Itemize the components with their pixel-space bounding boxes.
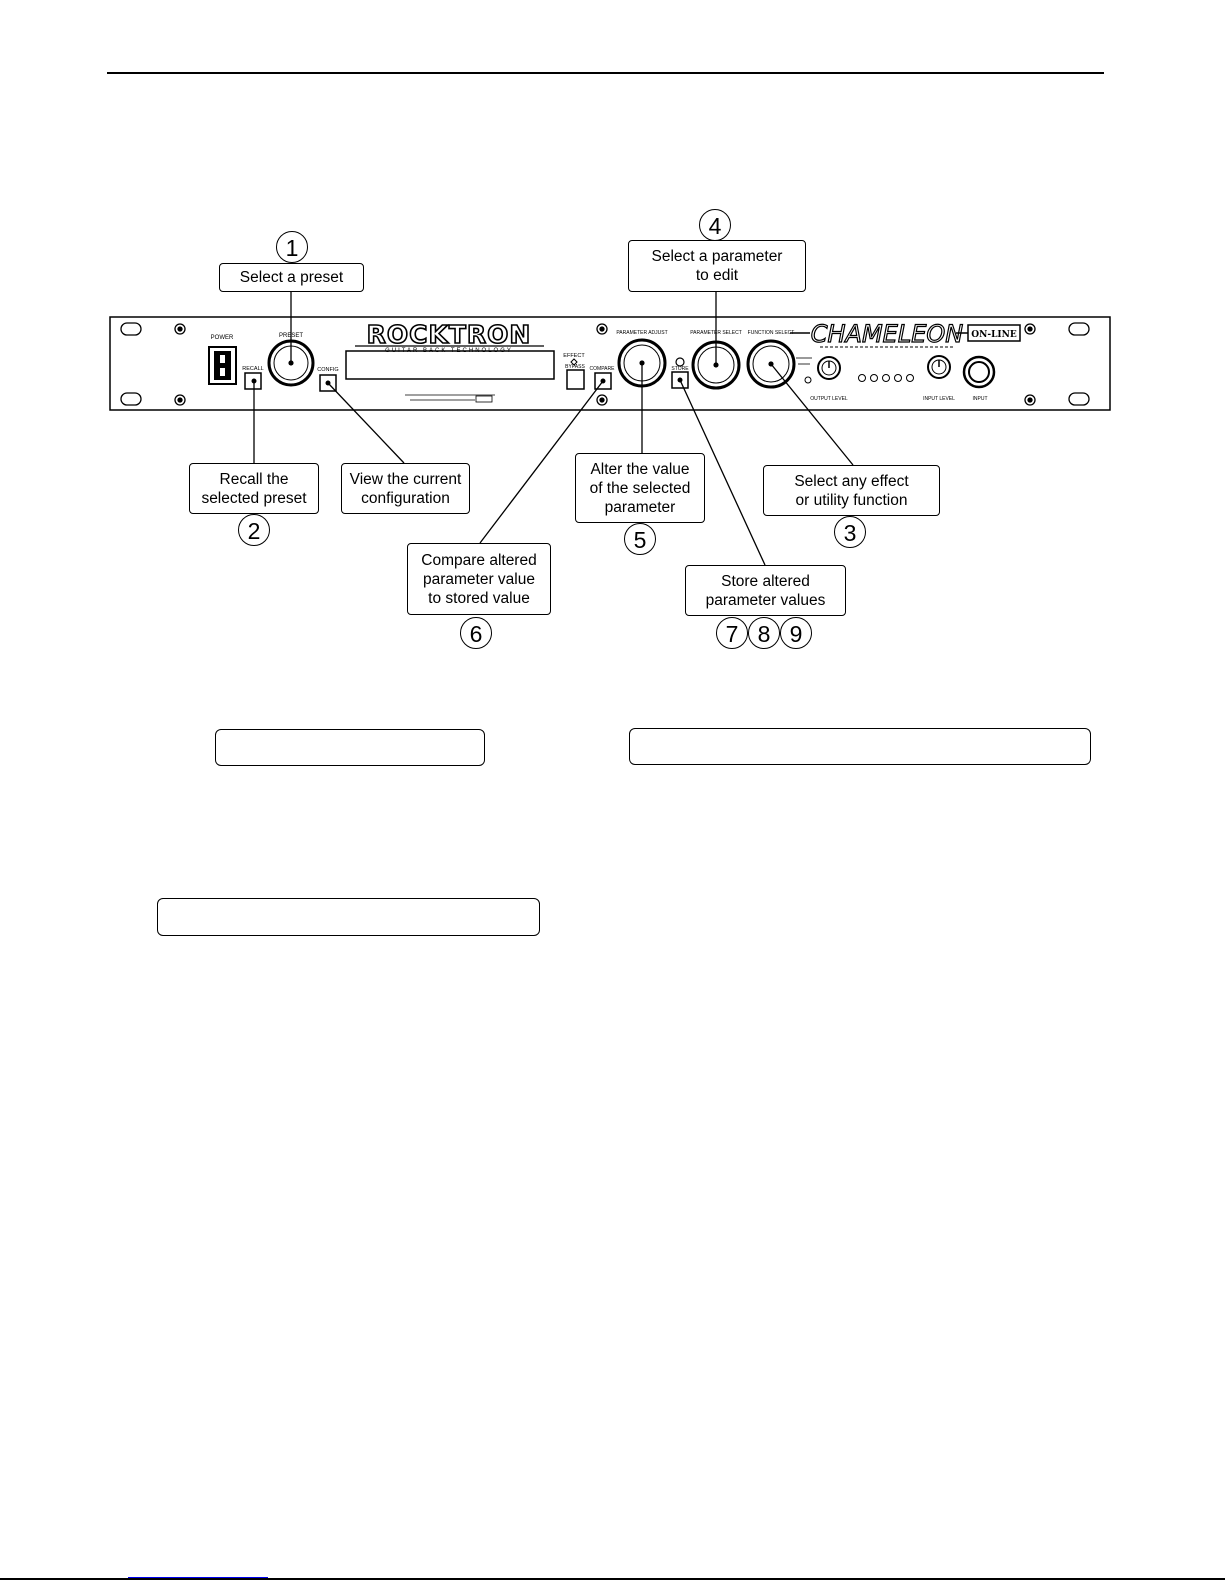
power-label: POWER (210, 335, 234, 341)
empty-heading-box-right (629, 728, 1091, 765)
bypass-button[interactable] (567, 370, 584, 389)
rack-slot-bottom-right (1069, 393, 1089, 405)
input-label: INPUT (972, 396, 988, 402)
input-level-label: INPUT LEVEL (923, 396, 955, 402)
step-number-8: 8 (748, 617, 780, 649)
power-switch[interactable] (209, 347, 236, 384)
empty-heading-box-left (215, 729, 485, 766)
recall-label: RECALL (242, 366, 264, 372)
input-level-knob[interactable] (928, 356, 950, 378)
step-number-3: 3 (834, 516, 866, 548)
parameter-select-label: PARAMETER SELECT (690, 330, 742, 336)
compare-label: COMPARE (589, 366, 615, 372)
step-number-2: 2 (238, 514, 270, 546)
rack-slot-top-right (1069, 323, 1089, 335)
step-number-9: 9 (780, 617, 812, 649)
effect-label: EFFECT (563, 353, 585, 359)
step-number-5: 5 (624, 523, 656, 555)
step-number-1: 1 (276, 231, 308, 263)
callout-recall-preset: Recall the selected preset (189, 463, 319, 514)
callout-store-values: Store altered parameter values (685, 565, 846, 616)
bypass-label: BYPASS (565, 364, 585, 370)
store-label: STORE (671, 366, 689, 372)
config-label: CONFIG (317, 367, 339, 373)
empty-heading-box-lower (157, 898, 540, 936)
store-led (676, 358, 684, 366)
output-level-knob[interactable] (818, 357, 840, 379)
callout-select-preset: Select a preset (219, 263, 364, 292)
rack-slot-top-left (121, 323, 141, 335)
input-jack[interactable] (964, 357, 994, 387)
callout-select-effect: Select any effect or utility function (763, 465, 940, 516)
footer-rule (0, 1578, 1225, 1580)
step-number-7: 7 (716, 617, 748, 649)
step-number-6: 6 (460, 617, 492, 649)
output-level-label: OUTPUT LEVEL (810, 396, 848, 402)
callout-select-parameter: Select a parameter to edit (628, 240, 806, 292)
brand-tagline: GUITAR BACK TECHNOLOGY (385, 348, 513, 354)
step-number-4: 4 (699, 209, 731, 241)
model-badge: ON-LINE (971, 330, 1017, 340)
parameter-adjust-label: PARAMETER ADJUST (616, 330, 668, 336)
footer-link-underline[interactable] (128, 1577, 268, 1578)
brand-logo: ROCKTRON (366, 320, 532, 349)
callout-view-configuration: View the current configuration (341, 463, 470, 514)
callout-alter-value: Alter the value of the selected parameter (575, 453, 705, 523)
function-select-label: FUNCTION SELECT (747, 330, 795, 336)
lcd-display (346, 351, 554, 379)
model-logo: CHAMELEON (810, 320, 964, 348)
preset-label: PRESET (278, 333, 304, 339)
callout-compare-values: Compare altered parameter value to stored value (407, 543, 551, 615)
rack-slot-bottom-left (121, 393, 141, 405)
